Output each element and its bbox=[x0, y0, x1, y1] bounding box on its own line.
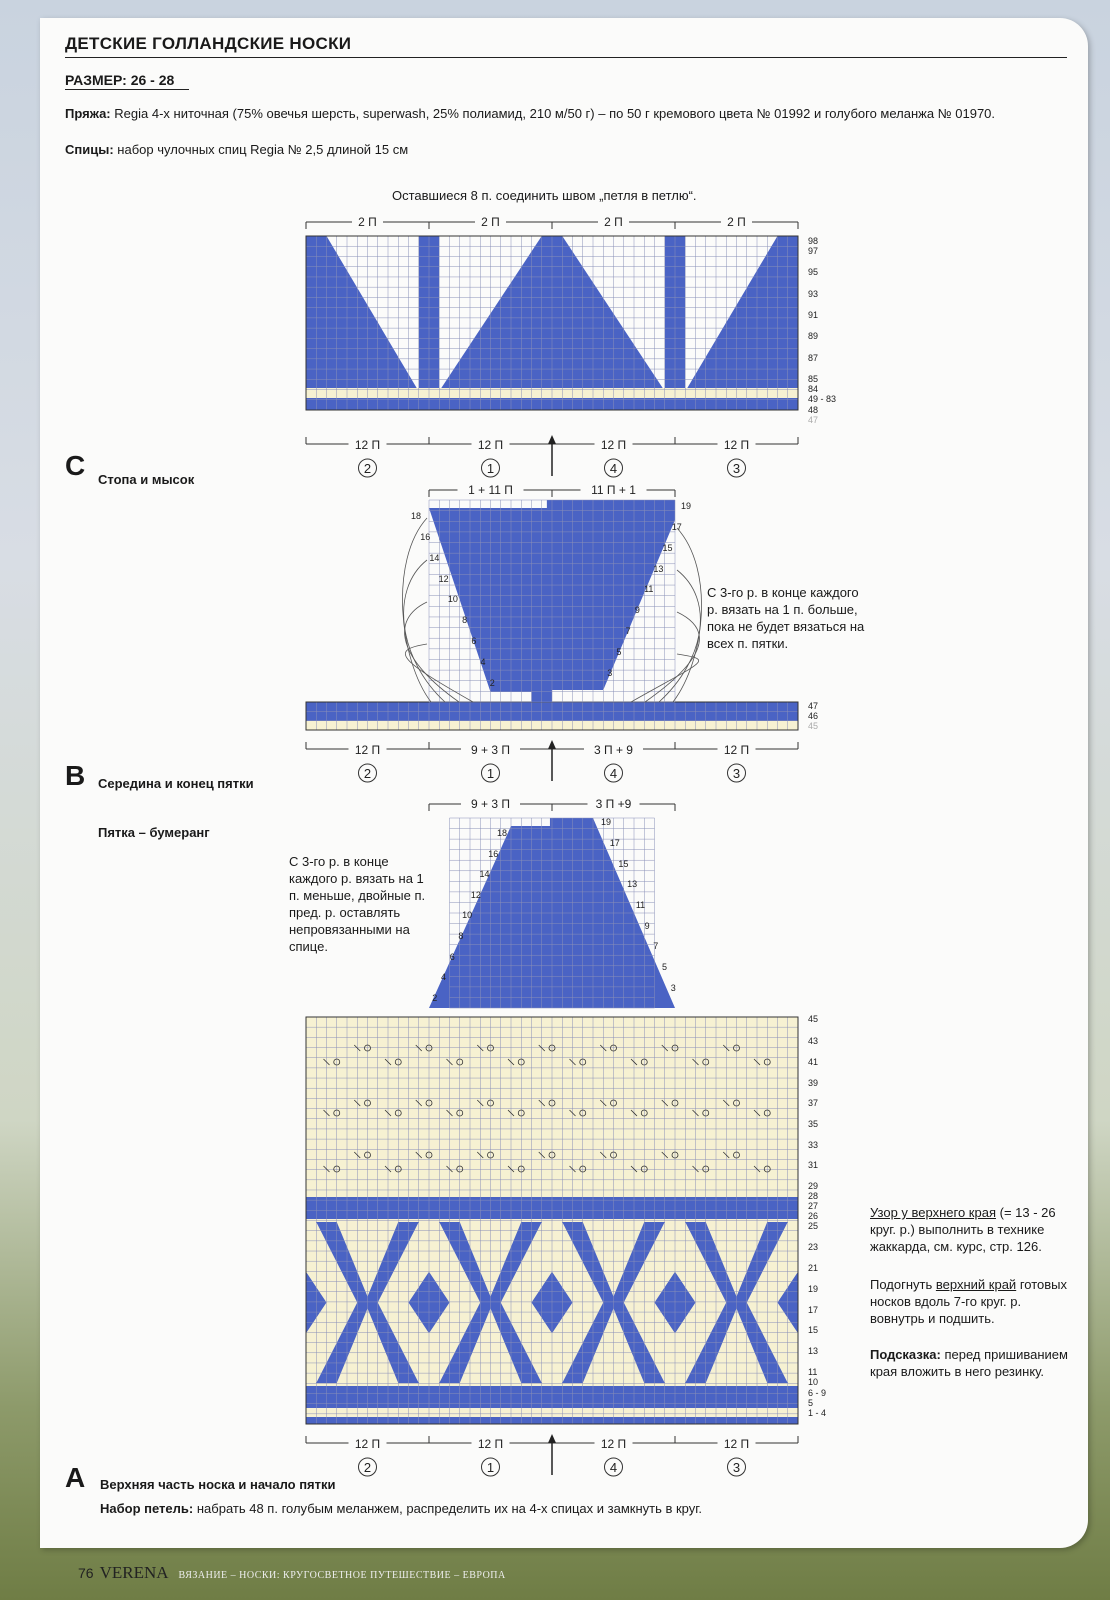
chart-a-needle-number: 3 bbox=[732, 1460, 741, 1475]
chart-b-row-label-right: 9 bbox=[634, 605, 640, 615]
chart-a-row-label: 39 bbox=[808, 1078, 819, 1088]
chart-b-row-label-right: 3 bbox=[607, 668, 613, 678]
chart-c-needle-number: 4 bbox=[609, 461, 618, 476]
chart-c-label: 12 П bbox=[477, 438, 504, 452]
chart-b-needle-number: 3 bbox=[732, 766, 741, 781]
chart-b-row-label-right: 13 bbox=[653, 564, 664, 574]
footer-line: ВЯЗАНИЕ – НОСКИ: КРУГОСВЕТНОЕ ПУТЕШЕСТВИЕ – ЕВРОПА bbox=[178, 1570, 506, 1581]
chart-c-label: 12 П bbox=[354, 438, 381, 452]
chart-a-row-label: 23 bbox=[808, 1242, 819, 1252]
chart-b-row-label: 47 bbox=[808, 701, 819, 711]
chart-b-row-label-left: 8 bbox=[462, 615, 468, 625]
chart-c-needle-number: 1 bbox=[486, 461, 495, 476]
chart-b-row-label-left: 18 bbox=[410, 511, 421, 521]
chart-a-row-label: 6 - 9 bbox=[808, 1388, 827, 1398]
chart-c-top-note: Оставшиеся 8 п. соединить швом „петля в петлю“. bbox=[392, 188, 697, 203]
chart-a-row-label: 25 bbox=[808, 1221, 819, 1231]
chart-b-row-label-right: 17 bbox=[671, 522, 682, 532]
chart-c-row-label: 48 bbox=[808, 405, 819, 415]
heel-row-label-left: 6 bbox=[449, 952, 455, 962]
heel-row-label-right: 17 bbox=[609, 838, 620, 848]
chart-a-row-label: 15 bbox=[808, 1325, 819, 1335]
chart-c-row-label: 97 bbox=[808, 246, 819, 256]
heel-row-label-left: 12 bbox=[470, 890, 481, 900]
chart-b-row-label-left: 14 bbox=[429, 553, 440, 563]
chart-a-row-label: 28 bbox=[808, 1191, 819, 1201]
page-number: 76 bbox=[78, 1565, 94, 1581]
chart-b-label: 12 П bbox=[354, 743, 381, 757]
chart-a-arrow-head bbox=[548, 1434, 556, 1443]
chart-b-arrow-head bbox=[548, 740, 556, 749]
section-c-title: Стопа и мысок bbox=[98, 472, 195, 487]
grid-lines bbox=[306, 1017, 798, 1424]
chart-a-row-label: 43 bbox=[808, 1036, 819, 1046]
heel-row-label-right: 15 bbox=[618, 859, 629, 869]
caston-label: Набор петель: bbox=[100, 1501, 194, 1516]
side-note-fold-a: Подогнуть bbox=[870, 1277, 933, 1292]
heel-top-bracket: 9 + 3 П bbox=[471, 797, 510, 811]
chart-c-needle-number: 2 bbox=[363, 461, 372, 476]
chart-b-connector bbox=[659, 570, 700, 702]
section-a-title: Верхняя часть носка и начало пятки bbox=[100, 1477, 336, 1492]
chart-b-label: 12 П bbox=[723, 743, 750, 757]
section-b-subtitle: Пятка – бумеранг bbox=[98, 825, 210, 840]
heel-row-label-right: 19 bbox=[601, 817, 612, 827]
chart-a-label: 12 П bbox=[723, 1437, 750, 1451]
chart-c-row-label: 98 bbox=[808, 236, 819, 246]
chart-a-row-label: 1 - 4 bbox=[808, 1408, 827, 1418]
chart-a-row-label: 5 bbox=[808, 1398, 814, 1408]
heel-row-label-left: 18 bbox=[496, 828, 507, 838]
chart-a-row-label: 19 bbox=[808, 1284, 819, 1294]
chart-a-label: 12 П bbox=[477, 1437, 504, 1451]
needles-text: набор чулочных спиц Regia № 2,5 длиной 15 см bbox=[117, 142, 409, 157]
side-note-jacquard-text: (= 13 - 26 круг. р.) выполнить в технике жаккарда, см. курс, стр. 126. bbox=[870, 1205, 1056, 1254]
chart-b-row-label-right: 5 bbox=[616, 647, 622, 657]
needles-label: Спицы: bbox=[65, 142, 114, 157]
chart-a-row-label: 27 bbox=[808, 1201, 819, 1211]
chart-b-row-label-left: 16 bbox=[420, 532, 431, 542]
side-note-link-top-edge: Узор у верхнего края bbox=[870, 1205, 996, 1220]
chart-c-row-label: 91 bbox=[808, 310, 819, 320]
brand-logo: VERENA bbox=[99, 1563, 169, 1582]
chart-b-needle-number: 4 bbox=[609, 766, 618, 781]
side-note-fold-b: готовых носков вдоль 7-го круг. р. вовнутрь и подшить. bbox=[870, 1277, 1068, 1326]
heel-row-label-right: 9 bbox=[644, 921, 650, 931]
chart-b-row-label-right: 19 bbox=[681, 501, 692, 511]
chart-a-row-label: 21 bbox=[808, 1263, 819, 1273]
chart-a-row-label: 13 bbox=[808, 1346, 819, 1356]
chart-a-needle-number: 4 bbox=[609, 1460, 618, 1475]
chart-b-row-label-right: 15 bbox=[662, 543, 673, 553]
chart-b-row-label-left: 6 bbox=[471, 636, 477, 646]
chart-c-row-label: 84 bbox=[808, 384, 819, 394]
tip-label: Подсказка: bbox=[870, 1347, 941, 1362]
heel-row-label-left: 14 bbox=[479, 869, 490, 879]
heel-row-label-left: 16 bbox=[488, 849, 499, 859]
chart-a-row-label: 26 bbox=[808, 1211, 819, 1221]
chart-c-top-bracket: 2 П bbox=[604, 215, 623, 229]
size-heading: РАЗМЕР: 26 - 28 bbox=[65, 72, 175, 88]
section-b-title: Середина и конец пятки bbox=[98, 776, 254, 791]
chart-heel-note: С 3-го р. в конце каждого р. вязать на 1 п. меньше, двойные п. пред. р. оставлять непровязанными на спице. bbox=[289, 854, 426, 954]
chart-b-label: 9 + 3 П bbox=[471, 743, 510, 757]
chart-a-row-label: 45 bbox=[808, 1014, 819, 1024]
chart-a-row-label: 31 bbox=[808, 1160, 819, 1170]
chart-b-label: 3 П + 9 bbox=[594, 743, 633, 757]
chart-a-needle-number: 1 bbox=[486, 1460, 495, 1475]
heel-row-label-left: 10 bbox=[462, 910, 473, 920]
chart-a-label: 12 П bbox=[600, 1437, 627, 1451]
caston-text: набрать 48 п. голубым меланжем, распределить их на 4-х спицах и замкнуть в круг. bbox=[196, 1501, 703, 1516]
heel-top-bracket: 3 П +9 bbox=[595, 797, 632, 811]
chart-b-row-label-right: 7 bbox=[625, 626, 631, 636]
chart-c-label: 12 П bbox=[723, 438, 750, 452]
chart-c-row-label: 85 bbox=[808, 374, 819, 384]
section-a-letter: A bbox=[65, 1462, 86, 1493]
chart-b-top-bracket: 1 + 11 П bbox=[468, 483, 513, 497]
chart-c-row-label: 49 - 83 bbox=[808, 394, 837, 404]
chart-b-row-label-left: 4 bbox=[480, 657, 486, 667]
chart-b-row-label: 45 bbox=[808, 721, 819, 731]
chart-a-row-label: 35 bbox=[808, 1119, 819, 1129]
chart-b-row-label-left: 10 bbox=[447, 594, 458, 604]
chart-a-label: 12 П bbox=[354, 1437, 381, 1451]
chart-c-row-label: 89 bbox=[808, 331, 819, 341]
chart-b-needle-number: 2 bbox=[363, 766, 372, 781]
chart-a-row-label: 41 bbox=[808, 1057, 819, 1067]
chart-c-top-bracket: 2 П bbox=[727, 215, 746, 229]
heel-row-label-right: 11 bbox=[635, 900, 646, 910]
tip-text: перед пришиванием края вложить в него резинку. bbox=[870, 1347, 1068, 1379]
chart-b-top-bracket: 11 П + 1 bbox=[591, 483, 636, 497]
heel-row-label-right: 5 bbox=[661, 962, 668, 972]
chart-c-arrow-head bbox=[548, 435, 556, 444]
chart-b-note: С 3-го р. в конце каждого р. вязать на 1 п. больше, пока не будет вязаться на всех п. пятки. bbox=[707, 585, 865, 651]
section-b-letter: B bbox=[65, 760, 86, 791]
chart-b-needle-number: 1 bbox=[486, 766, 495, 781]
yarn-label: Пряжа: bbox=[65, 106, 111, 121]
chart-b-row-label-right: 11 bbox=[644, 584, 654, 594]
chart-b-row-label-left: 12 bbox=[438, 574, 449, 584]
heel-row-label-left: 4 bbox=[440, 972, 447, 982]
chart-c-top-bracket: 2 П bbox=[358, 215, 377, 229]
heel-row-label-left: 8 bbox=[458, 931, 464, 941]
chart-a-row-label: 37 bbox=[808, 1098, 819, 1108]
chart-c-needle-number: 3 bbox=[732, 461, 741, 476]
chart-b-row-label: 46 bbox=[808, 711, 819, 721]
chart-a-row-label: 10 bbox=[808, 1377, 819, 1387]
page-title: ДЕТСКИЕ ГОЛЛАНДСКИЕ НОСКИ bbox=[65, 34, 352, 53]
chart-a-row-label: 29 bbox=[808, 1181, 819, 1191]
chart-c-row-label: 93 bbox=[808, 289, 819, 299]
chart-c-row-label: 95 bbox=[808, 267, 819, 277]
chart-a-row-label: 17 bbox=[808, 1305, 819, 1315]
chart-c-row-label: 47 bbox=[808, 415, 819, 425]
grid-lines bbox=[450, 818, 655, 1008]
side-note-link-upper-edge: верхний край bbox=[935, 1277, 1017, 1292]
chart-a-row-label: 33 bbox=[808, 1140, 819, 1150]
section-c-letter: C bbox=[65, 450, 86, 481]
chart-c-label: 12 П bbox=[600, 438, 627, 452]
chart-a-needle-number: 2 bbox=[363, 1460, 372, 1475]
heel-row-label-left: 2 bbox=[432, 993, 438, 1003]
chart-b-row-label-left: 2 bbox=[489, 678, 495, 688]
heel-row-label-right: 7 bbox=[653, 941, 659, 951]
chart-a-row-label: 11 bbox=[808, 1367, 818, 1377]
chart-c-row-label: 87 bbox=[808, 353, 819, 363]
chart-c-top-bracket: 2 П bbox=[481, 215, 500, 229]
heel-row-label-right: 3 bbox=[670, 983, 676, 993]
heel-row-label-right: 13 bbox=[627, 879, 638, 889]
yarn-text: Regia 4-х ниточная (75% овечья шерсть, superwash, 25% полиамид, 210 м/50 г) – по 50 г кремового цвета № 01992 и голубого меланжа № 01970. bbox=[114, 106, 996, 121]
